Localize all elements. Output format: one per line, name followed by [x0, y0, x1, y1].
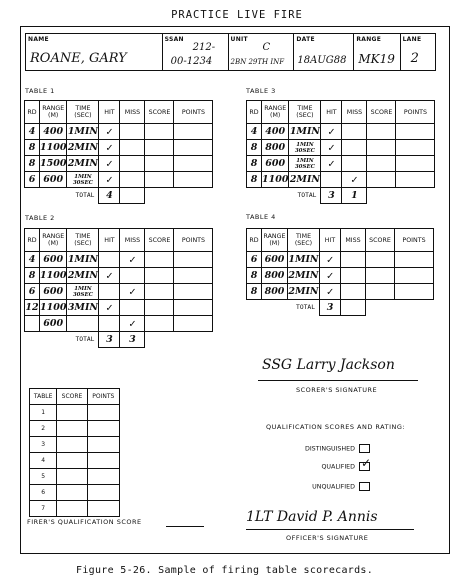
time-cell[interactable]: 1MIN — [67, 124, 99, 140]
score-header: SCORE — [145, 101, 174, 124]
table-row — [247, 124, 435, 140]
date-value: 18AUG88 — [297, 55, 347, 66]
points-cell[interactable] — [396, 156, 435, 172]
range-header: RANGE (M) — [262, 101, 289, 124]
points-cell[interactable] — [395, 252, 434, 268]
hit-cell[interactable]: ✓ — [321, 140, 342, 156]
points-cell[interactable] — [174, 316, 213, 332]
score-header: SCORE — [367, 101, 396, 124]
table-row — [247, 140, 435, 156]
miss-cell[interactable]: ✓ — [120, 252, 145, 268]
range-cell[interactable]: 1100 — [40, 140, 67, 156]
rd-cell[interactable]: 6 — [247, 252, 262, 268]
total-row — [25, 332, 213, 348]
score-cell[interactable] — [367, 124, 396, 140]
summary-table-number: 1 — [30, 405, 57, 421]
table-row — [25, 140, 213, 156]
hit-cell[interactable]: ✓ — [321, 156, 342, 172]
table-row — [25, 284, 213, 300]
ssan-cell[interactable]: SSAN 212- 00-1234 — [162, 34, 228, 71]
miss-cell[interactable]: ✓ — [342, 172, 367, 188]
rd-cell[interactable]: 4 — [25, 252, 40, 268]
table3-title: TABLE 3 — [246, 87, 276, 95]
table-row — [247, 156, 435, 172]
hit-cell[interactable]: ✓ — [99, 124, 120, 140]
miss-header: MISS — [120, 229, 145, 252]
rd-cell[interactable]: 8 — [25, 140, 40, 156]
hit-cell[interactable]: ✓ — [320, 268, 341, 284]
table-row — [25, 252, 213, 268]
points-cell[interactable] — [395, 284, 434, 300]
rd-cell[interactable]: 8 — [247, 156, 262, 172]
distinguished-checkbox[interactable] — [359, 444, 370, 453]
points-header: POINTS — [174, 229, 213, 252]
range-cell[interactable]: 600 — [262, 156, 289, 172]
rd-cell[interactable]: 6 — [25, 284, 40, 300]
date-cell[interactable]: DATE 18AUG88 — [294, 34, 354, 71]
rd-header: RD — [25, 229, 40, 252]
header-row — [25, 229, 213, 252]
miss-cell[interactable] — [120, 140, 145, 156]
range-cell[interactable]: 800 — [262, 268, 288, 284]
time-cell[interactable]: 2MIN — [289, 172, 321, 188]
points-cell[interactable] — [174, 300, 213, 316]
summary-score-cell[interactable] — [57, 453, 87, 469]
summary-points-cell[interactable] — [87, 453, 119, 469]
rd-header: RD — [247, 229, 262, 252]
summary-table — [29, 388, 120, 517]
points-cell[interactable] — [174, 140, 213, 156]
time-cell[interactable]: 1MIN 30SEC — [289, 140, 321, 156]
rd-cell[interactable]: 12 — [25, 300, 40, 316]
table-row — [25, 300, 213, 316]
table-row — [25, 156, 213, 172]
time-cell[interactable]: 2MIN — [67, 268, 99, 284]
header-table — [25, 33, 436, 71]
score-cell[interactable] — [367, 172, 396, 188]
hit-cell[interactable]: ✓ — [99, 156, 120, 172]
range-cell[interactable]: 800 — [262, 284, 288, 300]
rd-cell[interactable]: 8 — [25, 156, 40, 172]
hit-cell[interactable] — [99, 316, 120, 332]
summary-table-number: 5 — [30, 469, 57, 485]
table-row — [25, 124, 213, 140]
summary-header-row — [30, 389, 120, 405]
hit-cell[interactable]: ✓ — [99, 268, 120, 284]
unit-cell[interactable]: UNIT C 2BN 29TH INF — [228, 34, 294, 71]
summary-row — [30, 453, 120, 469]
firer-score-line[interactable] — [166, 526, 204, 527]
summary-row — [30, 469, 120, 485]
header-row — [25, 101, 213, 124]
summary-table-number: 6 — [30, 485, 57, 501]
summary-points-cell[interactable] — [87, 485, 119, 501]
table-row — [247, 284, 434, 300]
summary-score-cell[interactable] — [57, 469, 87, 485]
table3 — [246, 100, 435, 204]
range-value: MK19 — [358, 52, 395, 66]
summary-row — [30, 501, 120, 517]
range-cell[interactable]: 600 — [40, 252, 67, 268]
points-cell[interactable] — [174, 268, 213, 284]
summary-points-cell[interactable] — [87, 501, 119, 517]
total-hit-cell[interactable]: 3 — [320, 300, 341, 316]
total-label: TOTAL — [297, 192, 317, 200]
hit-header: HIT — [99, 229, 120, 252]
header-row — [247, 229, 434, 252]
officer-signature: 1LT David P. Annis — [246, 509, 378, 525]
miss-cell[interactable] — [120, 172, 145, 188]
rd-cell[interactable]: 4 — [247, 124, 262, 140]
score-cell[interactable] — [145, 300, 174, 316]
range-cell[interactable]: 1100 — [40, 300, 67, 316]
score-cell[interactable] — [367, 140, 396, 156]
miss-header: MISS — [341, 229, 366, 252]
miss-cell[interactable] — [341, 252, 366, 268]
time-cell[interactable] — [67, 316, 99, 332]
rd-cell[interactable]: 4 — [25, 124, 40, 140]
table2 — [24, 228, 213, 348]
range-cell[interactable]: 1100 — [40, 268, 67, 284]
summary-row — [30, 437, 120, 453]
miss-cell[interactable] — [120, 156, 145, 172]
range-cell[interactable]: 1500 — [40, 156, 67, 172]
range-cell[interactable]: 400 — [40, 124, 67, 140]
summary-table-number: 3 — [30, 437, 57, 453]
table2-title: TABLE 2 — [25, 214, 55, 222]
score-cell[interactable] — [366, 252, 395, 268]
ssan-value-2: 00-1234 — [170, 56, 213, 67]
time-header: TIME (SEC) — [289, 101, 321, 124]
summary-table-number: 2 — [30, 421, 57, 437]
header-row — [247, 101, 435, 124]
hit-cell[interactable] — [99, 252, 120, 268]
score-cell[interactable] — [145, 140, 174, 156]
range-cell[interactable]: 600 — [40, 284, 67, 300]
ssan-value-1: 212- — [192, 42, 216, 53]
rd-cell[interactable]: 8 — [247, 172, 262, 188]
rd-cell[interactable]: 6 — [25, 172, 40, 188]
total-row — [247, 300, 434, 316]
miss-cell[interactable] — [342, 156, 367, 172]
rd-cell[interactable] — [25, 316, 40, 332]
points-cell[interactable] — [396, 172, 435, 188]
points-cell[interactable] — [174, 156, 213, 172]
summary-row — [30, 485, 120, 501]
unit-value-1: C — [262, 42, 271, 53]
miss-cell[interactable] — [120, 124, 145, 140]
time-cell[interactable]: 2MIN — [67, 140, 99, 156]
table-row — [247, 172, 435, 188]
qualified-checkbox[interactable] — [359, 456, 372, 471]
summary-points-cell[interactable] — [87, 405, 119, 421]
range-cell[interactable]: 600 — [40, 172, 67, 188]
time-cell[interactable]: 1MIN — [289, 124, 321, 140]
miss-cell[interactable]: ✓ — [120, 284, 145, 300]
summary-points-cell[interactable] — [87, 437, 119, 453]
miss-cell[interactable] — [342, 124, 367, 140]
rd-cell[interactable]: 8 — [25, 268, 40, 284]
score-cell[interactable] — [367, 156, 396, 172]
hit-header: HIT — [320, 229, 341, 252]
total-miss-cell[interactable] — [341, 300, 366, 316]
score-cell[interactable] — [145, 268, 174, 284]
range-header: RANGE (M) — [40, 101, 67, 124]
unqualified-checkbox[interactable] — [359, 482, 370, 491]
hit-cell[interactable]: ✓ — [99, 172, 120, 188]
unit-value-2: 2BN 29TH INF — [230, 58, 285, 66]
miss-cell[interactable] — [120, 268, 145, 284]
hit-cell[interactable]: ✓ — [320, 284, 341, 300]
range-cell[interactable]: 600 — [262, 252, 288, 268]
qualification-heading: QUALIFICATION SCORES AND RATING: — [266, 423, 406, 431]
time-cell[interactable]: 1MIN 30SEC — [67, 284, 99, 300]
table1 — [24, 100, 213, 204]
points-cell[interactable] — [174, 124, 213, 140]
miss-cell[interactable] — [341, 284, 366, 300]
table1-title: TABLE 1 — [25, 87, 55, 95]
time-header: TIME (SEC) — [67, 229, 99, 252]
time-header: TIME (SEC) — [67, 101, 99, 124]
hit-header: HIT — [99, 101, 120, 124]
score-header: SCORE — [366, 229, 395, 252]
rating-qualified[interactable]: QUALIFIED ✓ — [321, 456, 372, 471]
table-row — [247, 268, 434, 284]
total-row — [25, 188, 213, 204]
total-label: TOTAL — [296, 304, 315, 312]
hit-cell[interactable]: ✓ — [320, 252, 341, 268]
firer-score-label: FIRER'S QUALIFICATION SCORE — [27, 518, 142, 526]
range-cell[interactable]: RANGE MK19 — [354, 34, 400, 71]
hit-header: HIT — [321, 101, 342, 124]
score-cell[interactable] — [145, 252, 174, 268]
summary-score-cell[interactable] — [57, 501, 87, 517]
lane-cell[interactable]: LANE 2 — [400, 34, 435, 71]
table-row — [25, 268, 213, 284]
summary-score-cell[interactable] — [57, 421, 87, 437]
time-cell[interactable]: 1MIN 30SEC — [67, 172, 99, 188]
summary-header: POINTS — [87, 389, 119, 405]
total-miss-cell[interactable]: 3 — [120, 332, 145, 348]
range-header: RANGE (M) — [262, 229, 288, 252]
hit-cell[interactable] — [99, 284, 120, 300]
name-value: ROANE, GARY — [30, 51, 127, 66]
page-title: PRACTICE LIVE FIRE — [171, 9, 303, 21]
points-cell[interactable] — [174, 252, 213, 268]
rd-cell[interactable]: 8 — [247, 268, 262, 284]
range-cell[interactable]: 600 — [40, 316, 67, 332]
total-hit-cell[interactable]: 3 — [321, 188, 342, 204]
figure-caption: Figure 5-26. Sample of firing table scorecards. — [76, 565, 374, 576]
rd-cell[interactable]: 8 — [247, 140, 262, 156]
rd-cell[interactable]: 8 — [247, 284, 262, 300]
hit-cell[interactable]: ✓ — [321, 124, 342, 140]
hit-cell[interactable] — [321, 172, 342, 188]
points-cell[interactable] — [174, 172, 213, 188]
score-cell[interactable] — [145, 172, 174, 188]
scorer-line — [258, 380, 418, 381]
table4 — [246, 228, 434, 316]
score-cell[interactable] — [145, 124, 174, 140]
points-cell[interactable] — [174, 284, 213, 300]
summary-row — [30, 421, 120, 437]
score-cell[interactable] — [366, 284, 395, 300]
rd-header: RD — [247, 101, 262, 124]
range-cell[interactable]: 800 — [262, 140, 289, 156]
table-row — [25, 172, 213, 188]
score-cell[interactable] — [366, 268, 395, 284]
miss-cell[interactable]: ✓ — [120, 316, 145, 332]
miss-cell[interactable] — [341, 268, 366, 284]
score-header: SCORE — [145, 229, 174, 252]
points-cell[interactable] — [395, 268, 434, 284]
summary-score-cell[interactable] — [57, 405, 87, 421]
rating-distinguished[interactable]: DISTINGUISHED — [305, 444, 370, 453]
points-header: POINTS — [396, 101, 435, 124]
hit-cell[interactable]: ✓ — [99, 300, 120, 316]
time-cell[interactable]: 2MIN — [288, 284, 320, 300]
miss-cell[interactable] — [342, 140, 367, 156]
total-miss-cell[interactable] — [120, 188, 145, 204]
miss-header: MISS — [120, 101, 145, 124]
range-cell[interactable]: 400 — [262, 124, 289, 140]
points-header: POINTS — [395, 229, 434, 252]
hit-cell[interactable]: ✓ — [99, 140, 120, 156]
scorer-signature: SSG Larry Jackson — [262, 357, 395, 373]
range-cell[interactable]: 1100 — [262, 172, 289, 188]
officer-label: OFFICER'S SIGNATURE — [286, 534, 369, 542]
scorer-label: SCORER'S SIGNATURE — [296, 386, 378, 394]
table-row — [247, 252, 434, 268]
rating-unqualified[interactable]: UNQUALIFIED — [312, 482, 370, 491]
score-cell[interactable] — [145, 156, 174, 172]
lane-value: 2 — [410, 51, 419, 66]
total-hit-cell[interactable]: 3 — [99, 332, 120, 348]
summary-header: SCORE — [57, 389, 87, 405]
total-label: TOTAL — [75, 192, 95, 200]
check-icon: ✓ — [361, 456, 372, 470]
summary-header: TABLE — [30, 389, 57, 405]
total-row — [247, 188, 435, 204]
score-cell[interactable] — [145, 284, 174, 300]
time-cell[interactable]: 2MIN — [67, 156, 99, 172]
name-cell[interactable]: NAME ROANE, GARY — [26, 34, 163, 71]
summary-table-number: 7 — [30, 501, 57, 517]
officer-line — [246, 529, 414, 530]
points-cell[interactable] — [396, 124, 435, 140]
summary-score-cell[interactable] — [57, 437, 87, 453]
points-cell[interactable] — [396, 140, 435, 156]
points-header: POINTS — [174, 101, 213, 124]
table-row — [25, 316, 213, 332]
summary-points-cell[interactable] — [87, 469, 119, 485]
miss-header: MISS — [342, 101, 367, 124]
summary-score-cell[interactable] — [57, 485, 87, 501]
table4-title: TABLE 4 — [246, 213, 276, 221]
total-label: TOTAL — [75, 336, 95, 344]
rd-header: RD — [25, 101, 40, 124]
total-miss-cell[interactable]: 1 — [342, 188, 367, 204]
time-cell[interactable]: 1MIN 30SEC — [289, 156, 321, 172]
summary-points-cell[interactable] — [87, 421, 119, 437]
score-cell[interactable] — [145, 316, 174, 332]
summary-table-number: 4 — [30, 453, 57, 469]
summary-row — [30, 405, 120, 421]
total-hit-cell[interactable]: 4 — [99, 188, 120, 204]
time-cell[interactable]: 3MIN — [67, 300, 99, 316]
range-header: RANGE (M) — [40, 229, 67, 252]
time-header: TIME (SEC) — [288, 229, 320, 252]
time-cell[interactable]: 2MIN — [288, 268, 320, 284]
time-cell[interactable]: 1MIN — [288, 252, 320, 268]
time-cell[interactable]: 1MIN — [67, 252, 99, 268]
miss-cell[interactable] — [120, 300, 145, 316]
